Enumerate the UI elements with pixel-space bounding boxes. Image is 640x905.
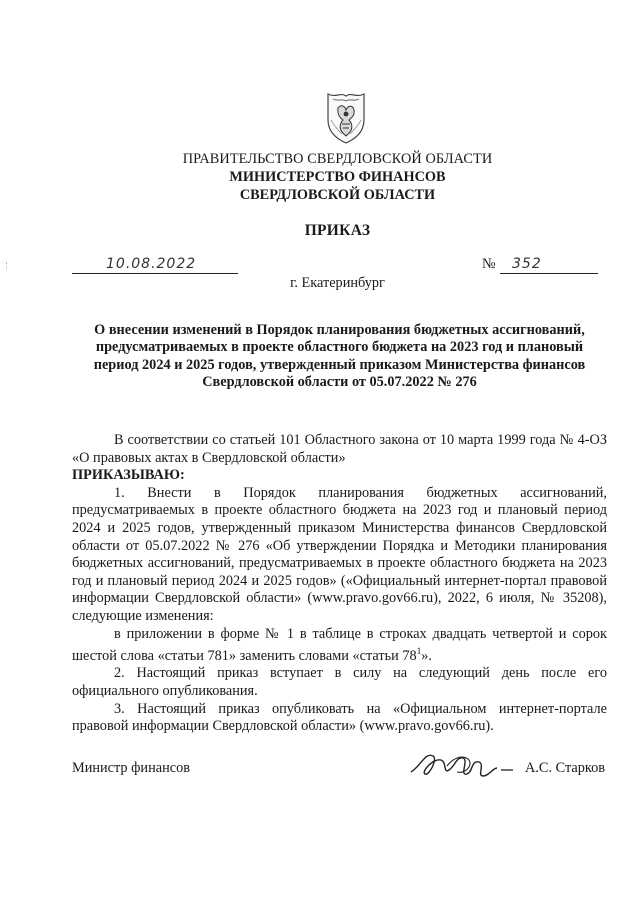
order-item-2: 2. Настоящий приказ вступает в силу на следующий день после его официального опубликования. [72, 665, 607, 700]
date-field [72, 255, 238, 274]
ministry-name-line1: МИНИСТЕРСТВО ФИНАНСОВ [229, 169, 446, 185]
handwritten-date: 10.08.2022 [106, 256, 197, 272]
order-item-1: 1. Внести в Порядок планирования бюджетных ассигнований, предусматриваемых в проекте областного бюджета на 2023 год и плановый период 2024 и 2025 годов, утвержденный приказом Министерства финансов Свердловской области от 05.07.2022 № 276 «Об утверждении Порядка и Методики планирования бюджетных ассигнований, предусматриваемых в проекте областного бюджета на 2023 год и плановый период 2024 и 2025 годов» («Официальный интернет-портал правовой информации Свердловской области» (www.pravo.gov66.ru), 2022, 6 июля, № 35208), следующие изменения: [72, 484, 607, 624]
signatory-name: А.С. Старков [525, 760, 605, 776]
ministry-name-line2: СВЕРДЛОВСКОЙ ОБЛАСТИ [239, 187, 436, 203]
number-field [500, 255, 598, 274]
document-body [72, 432, 607, 736]
margin-mark [6, 262, 9, 270]
city: г. Екатеринбург [290, 275, 385, 291]
signatory-position: Министр финансов [72, 760, 190, 776]
coat-of-arms-icon [325, 90, 367, 144]
order-item-3: 3. Настоящий приказ опубликовать на «Официальном интернет-портале правовой информации Свердловской области» (www.pravo.gov66.ru). [72, 700, 607, 735]
order-word: ПРИКАЗЫВАЮ: [72, 467, 185, 484]
change-text: в приложении в форме № 1 в таблице в строках двадцать четвертой и сорок шестой слова «статьи 781» заменить словами «статьи 78 [72, 625, 607, 664]
document-type: ПРИКАЗ [304, 222, 371, 239]
handwritten-number: 352 [512, 256, 542, 272]
document-subject: О внесении изменений в Порядок планирования бюджетных ассигнований, предусматриваемых в проекте областного бюджета на 2023 год и плановый период 2024 и 2025 годов, утвержденный приказом Министерства финансов Свердловской области от 05.07.2022 № 276 [93, 322, 586, 391]
handwritten-signature-icon [407, 746, 517, 786]
preamble: В соответствии со статьей 101 Областного закона от 10 марта 1999 года № 4-ОЗ «О правовых актах в Свердловской области» [72, 432, 607, 466]
superscript: 1 [416, 646, 422, 657]
order-item-1-change [72, 626, 607, 666]
government-name: ПРАВИТЕЛЬСТВО СВЕРДЛОВСКОЙ ОБЛАСТИ [182, 151, 493, 167]
number-label: № [482, 256, 496, 272]
change-text-end: ». [421, 647, 432, 664]
